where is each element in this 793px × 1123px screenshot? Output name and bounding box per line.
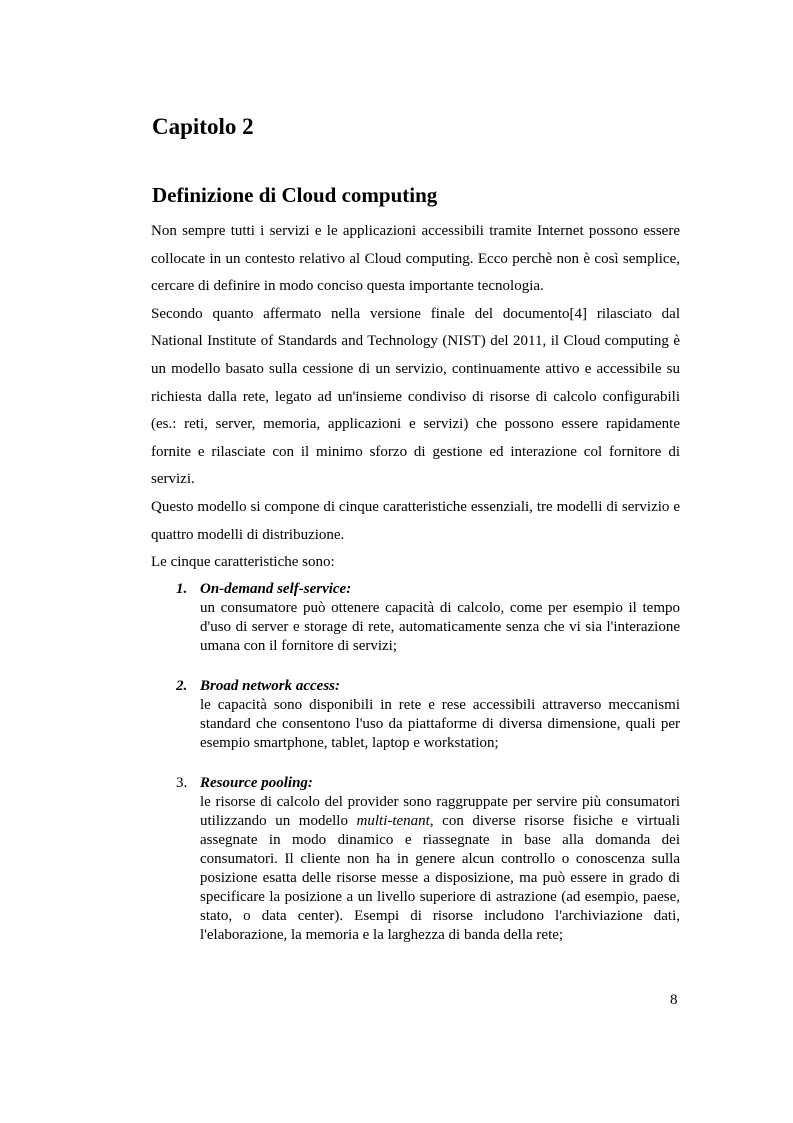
chapter-title: Capitolo 2 <box>152 114 254 139</box>
list-item <box>176 580 680 656</box>
paragraph-nist-definition: Secondo quanto affermato nella versione finale del documento[4] rilasciato dal National Institute of Standards and Technology (NIST) del 2011, il Cloud computing è un modello basato sulla cessione di un servizio, continuamente attivo e accessibile su richiesta dalla rete, legato ad un'insieme condiviso di risorse di calcolo configurabili (es.: reti, server, memoria, applicazioni e servizi) che possono essere rapidamente fornite e rilasciate con il minimo sforzo di gestione ed interazione col fornitore di servizi. <box>151 305 680 488</box>
paragraph-model-composition: Questo modello si compone di cinque caratteristiche essenziali, tre modelli di servizio e quattro modelli di distribuzione. <box>151 498 680 543</box>
list-item-text-after: , con diverse risorse fisiche e virtuali assegnate in modo dinamico e riassegnate in base alla domanda dei consumatori. Il cliente non ha in genere alcun controllo o conoscenza sulla posizione esatta delle risorse messe a disposizione, ma può essere in grado di specificare la posizione a un livello superiore di astrazione (ad esempio, paese, stato, o data center). Esempi di risorse includono l'archiviazione dati, l'elaborazione, la memoria e la larghezza di banda della rete; <box>200 813 680 943</box>
list-item <box>176 677 680 753</box>
list-item-text-before: le risorse di calcolo del provider sono raggruppate per servire più consumatori utilizzando un modello <box>200 794 680 829</box>
list-item-number: 1. <box>176 581 188 597</box>
list-item-text <box>200 793 680 945</box>
characteristics-list <box>176 580 680 966</box>
list-item-title: Resource pooling: <box>200 775 313 791</box>
list-item-text-emphasis: multi-tenant <box>356 813 430 829</box>
list-item <box>176 774 680 945</box>
body-text <box>151 218 680 577</box>
list-item-text: un consumatore può ottenere capacità di calcolo, come per esempio il tempo d'uso di server e storage di rete, automaticamente senza che vi sia l'interazione umana con il fornitore di servizi; <box>200 600 680 654</box>
page-number: 8 <box>670 992 678 1008</box>
list-item-title: Broad network access: <box>200 678 340 694</box>
paragraph-intro: Non sempre tutti i servizi e le applicazioni accessibili tramite Internet possono essere collocate in un contesto relativo al Cloud computing. Ecco perchè non è così semplice, cercare di definire in modo conciso questa importante tecnologia. <box>151 223 680 295</box>
list-item-number: 3. <box>176 775 188 791</box>
section-title: Definizione di Cloud computing <box>152 183 438 207</box>
list-item-text: le capacità sono disponibili in rete e rese accessibili attraverso meccanismi standard che consentono l'uso da piattaforme di diversa dimensione, quali per esempio smartphone, tablet, laptop e workstation; <box>200 697 680 751</box>
list-item-number: 2. <box>176 678 188 694</box>
paragraph-list-intro: Le cinque caratteristiche sono: <box>151 554 335 571</box>
list-item-title: On-demand self-service: <box>200 581 352 597</box>
